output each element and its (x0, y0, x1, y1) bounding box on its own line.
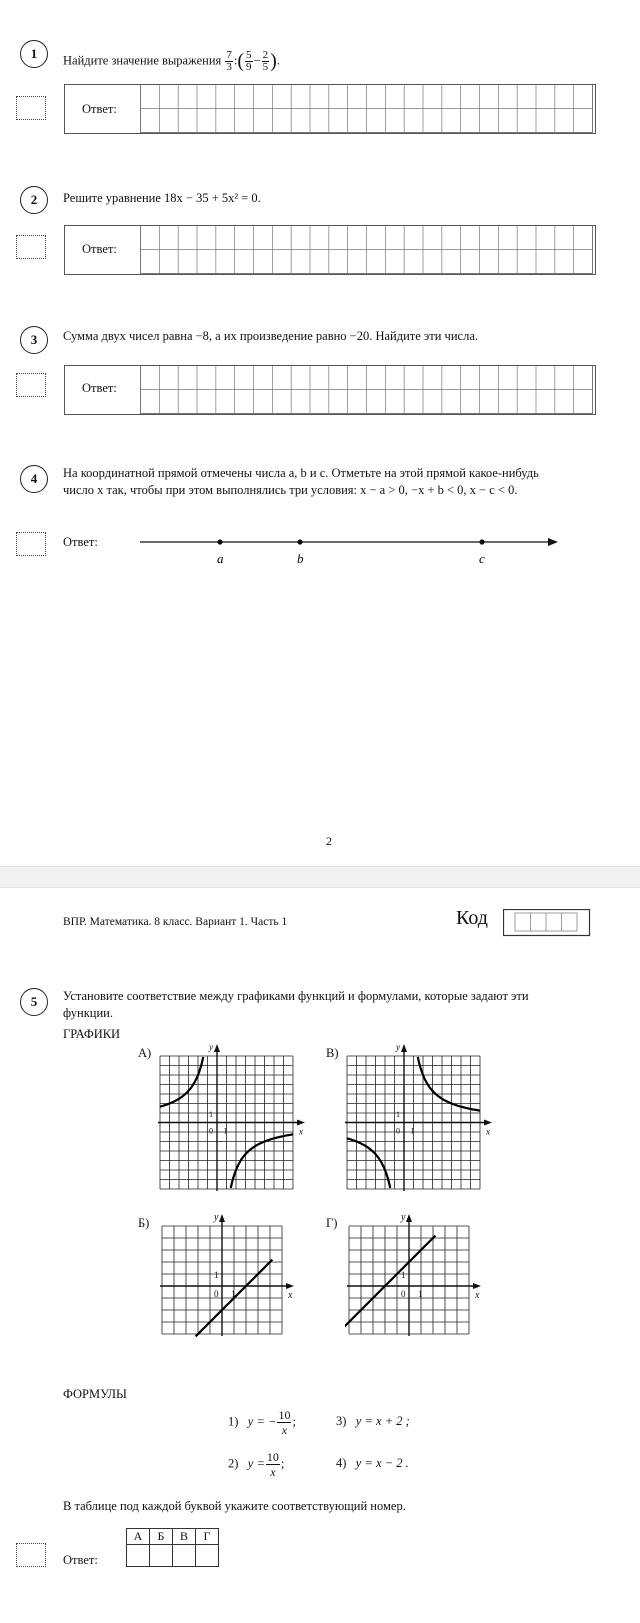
y-arrow-icon (406, 1214, 412, 1222)
graph-label-A: А) (138, 1046, 152, 1060)
task-number-4: 4 (20, 465, 48, 493)
answer-cell-V[interactable] (173, 1545, 196, 1567)
score-box-5[interactable] (16, 1543, 46, 1567)
graph-label-V: В) (326, 1046, 339, 1060)
task3-text: Сумма двух чисел равна −8, а их произведение равно −20. Найдите эти числа. (63, 329, 478, 343)
score-box-4[interactable] (16, 532, 46, 556)
point-c (479, 539, 484, 544)
origin-label: 0 (209, 1126, 213, 1136)
formula-3: 3) y = x + 2 ; (336, 1414, 410, 1428)
point-a (217, 539, 222, 544)
point-b (297, 539, 302, 544)
task4-line1: На координатной прямой отмечены числа a, b и c. Отметьте на этой прямой какое-нибудь (63, 466, 539, 480)
task5-line1: Установите соответствие между графиками функций и формулами, которые задают эти (63, 989, 529, 1003)
x-arrow-icon (484, 1120, 492, 1126)
axis-y-label: y (214, 1212, 219, 1223)
answer-label-5: Ответ: (63, 1553, 98, 1567)
y-one-label: 1 (401, 1270, 406, 1280)
fraction-7-3: $\frac{7}{3}$ (226, 49, 232, 73)
axes (160, 1214, 294, 1336)
origin-label: 0 (214, 1289, 219, 1299)
graph-label-G: Г) (326, 1216, 338, 1230)
score-box-3[interactable] (16, 373, 46, 397)
axes (347, 1214, 481, 1336)
label-c: c (479, 551, 485, 566)
axis-y-label: y (209, 1042, 213, 1052)
task-number-2: 2 (20, 186, 48, 214)
answer-cell-A[interactable] (127, 1545, 150, 1567)
score-box-2[interactable] (16, 235, 46, 259)
x-one-label: 1 (231, 1289, 236, 1299)
axis-y-label: y (401, 1212, 406, 1223)
graph-V (345, 1040, 505, 1196)
graphs-title: ГРАФИКИ (63, 1027, 121, 1041)
task-number-1: 1 (20, 40, 48, 68)
y-arrow-icon (219, 1214, 225, 1222)
task2-text: Решите уравнение 18x − 35 + 5x² = 0. (63, 191, 261, 205)
origin-label: 0 (401, 1289, 406, 1299)
col-header-G: Г (196, 1529, 219, 1545)
function-curve (160, 1057, 203, 1107)
x-one-label: 1 (410, 1126, 415, 1136)
code-label: Код (456, 907, 488, 929)
fraction-5-9: $\frac{5}{9}$ (246, 49, 252, 73)
answer-label-3: Ответ: (82, 381, 117, 395)
answer-cell-B[interactable] (150, 1545, 173, 1567)
y-one-label: 1 (396, 1110, 400, 1119)
task1-prompt: Найдите значение выражения (63, 53, 222, 68)
y-one-label: 1 (214, 1270, 219, 1280)
y-arrow-icon (401, 1044, 407, 1052)
graph-B (158, 1212, 318, 1348)
task-number-3: 3 (20, 326, 48, 354)
function-curve (347, 1138, 390, 1188)
origin-label: 0 (396, 1126, 400, 1136)
axis-x-label: x (299, 1126, 303, 1137)
number-line[interactable] (140, 528, 560, 568)
axis-x-label: x (486, 1126, 490, 1137)
y-arrow-icon (214, 1044, 220, 1052)
answer-cell-G[interactable] (196, 1545, 219, 1567)
task4-text (63, 465, 598, 499)
x-one-label: 1 (418, 1289, 423, 1299)
page-number: 2 (326, 834, 332, 848)
task-number-5: 5 (20, 988, 48, 1016)
formulas-title: ФОРМУЛЫ (63, 1387, 127, 1401)
label-a: a (217, 551, 224, 566)
axes (345, 1044, 492, 1191)
axis-x-label: x (475, 1290, 480, 1301)
formula-4: 4) y = x − 2 . (336, 1456, 409, 1470)
x-arrow-icon (297, 1120, 305, 1126)
task5-instruction: В таблице под каждой буквой укажите соответствующий номер. (63, 1499, 406, 1513)
answer-label-4: Ответ: (63, 535, 98, 549)
fraction-2-5: $\frac{2}{5}$ (262, 49, 269, 73)
answer-grid-2[interactable] (140, 225, 595, 274)
page-separator (0, 866, 640, 888)
graph-A (158, 1040, 318, 1196)
task1-text: Найдите значение выражения $\frac{7}{3}$ :( $\frac{5}{9}$ − $\frac{2}{5}$ ). (63, 49, 280, 73)
page-header-title: ВПР. Математика. 8 класс. Вариант 1. Часть 1 (63, 916, 288, 928)
task5-text (63, 988, 598, 1022)
y-one-label: 1 (209, 1110, 213, 1119)
axis-y-label: y (396, 1042, 400, 1052)
number-line-arrow-icon (548, 538, 558, 546)
x-arrow-icon (286, 1283, 294, 1289)
answer-label-2: Ответ: (82, 242, 117, 256)
x-arrow-icon (473, 1283, 481, 1289)
answer-grid-1[interactable] (140, 84, 595, 133)
axis-x-label: x (288, 1290, 293, 1301)
graph-G (345, 1212, 505, 1348)
x-one-label: 1 (223, 1126, 228, 1136)
answer-grid-3[interactable] (140, 365, 595, 414)
score-box-1[interactable] (16, 96, 46, 120)
formula-1: 1) y = − $\frac{10}{x}$; (228, 1408, 296, 1437)
label-b: b (297, 551, 304, 566)
graph-label-B: Б) (138, 1216, 150, 1230)
task4-line2: число x так, чтобы при этом выполнялись три условия: x − a > 0, −x + b < 0, x − c < 0. (63, 483, 518, 497)
axes (158, 1044, 305, 1191)
formula-2: 2) y = $\frac{10}{x}$; (228, 1450, 285, 1479)
col-header-A: А (127, 1529, 150, 1545)
answer-label-1: Ответ: (82, 102, 117, 116)
code-field[interactable] (503, 909, 591, 937)
col-header-B: Б (150, 1529, 173, 1545)
task5-line2: функции. (63, 1006, 113, 1020)
col-header-V: В (173, 1529, 196, 1545)
answer-table-5 (126, 1528, 219, 1567)
answer-table-values (127, 1545, 219, 1567)
answer-table-header (127, 1529, 219, 1545)
